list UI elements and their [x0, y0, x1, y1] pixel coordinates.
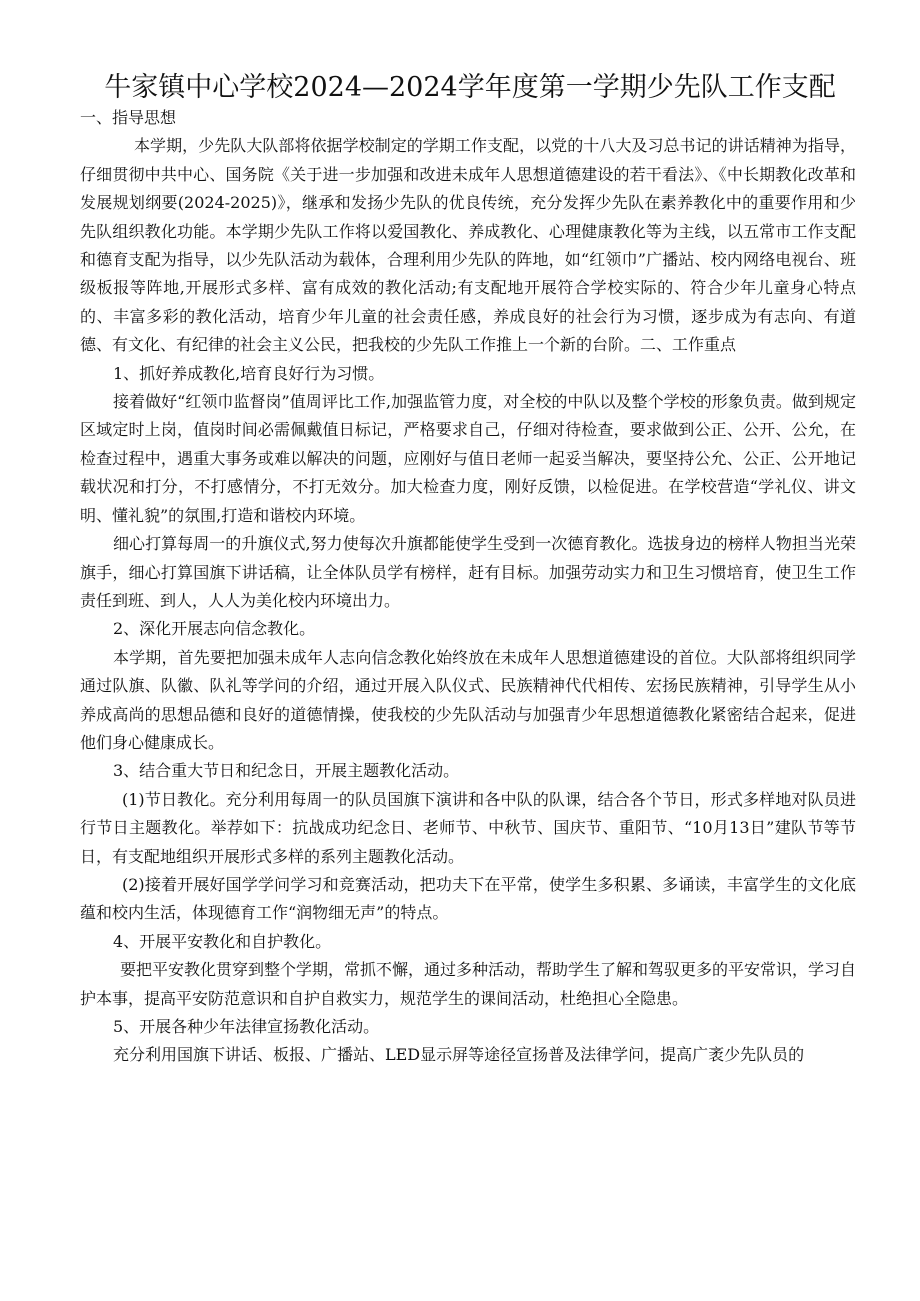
document-title: 牛家镇中心学校2024—2024学年度第一学期少先队工作支配	[104, 72, 836, 103]
document-body	[80, 104, 856, 1070]
paragraph-safety-education: 要把平安教化贯穿到整个学期，常抓不懈，通过多种活动，帮助学生了解和驾驭更多的平安常识，学习自护本事，提高平安防范意识和自护自救实力，规范学生的课间活动，杜绝担心全隐患。	[80, 960, 857, 1008]
item-heading-festival-education: 3、结合重大节日和纪念日，开展主题教化活动。	[113, 761, 460, 781]
paragraph-sinology-study: (2)接着开展好国学学问学习和竞赛活动，把功夫下在平常，使学生多积累、多诵读，丰富学生的文化底蕴和校内生活，体现德育工作“润物细无声”的特点。	[80, 874, 856, 923]
paragraph-festival-education: (1)节日教化。充分利用每周一的队员国旗下演讲和各中队的队课，结合各个节日，形式多样地对队员进行节日主题教化。举荐如下：抗战成功纪念日、老师节、中秋节、国庆节、重阳节、“10月13日”建队节等节日，有支配地组织开展形式多样的系列主题教化活动。	[80, 789, 856, 866]
item-heading-safety-education: 4、开展平安教化和自护教化。	[113, 931, 332, 951]
paragraph-guiding-ideology: 本学期，少先队大队部将依据学校制定的学期工作支配，以党的十八大及习总书记的讲话精神为指导，仔细贯彻中共中心、国务院《关于进一步加强和改进未成年人思想道德建设的若干看法》、《中长期教化改革和发展规划纲要(2024-2025)》，继承和发扬少先队的优良传统，充分发挥少先队在素养教化中的重要作用和少先队组织教化功能。本学期少先队工作将以爱国教化、养成教化、心理健康教化等为主线，以五常市工作支配和德育支配为指导，以少先队活动为载体，合理利用少先队的阵地，如“红领巾”广播站、校内网络电视台、班级板报等阵地,开展形式多样、富有成效的教化活动;有支配地开展符合学校实际的、符合少年儿童身心特点的、丰富多彩的教化活动，培育少年儿童的社会责任感，养成良好的社会行为习惯，逐步成为有志向、有道德、有文化、有纪律的社会主义公民，把我校的少先队工作推上一个新的台阶。二、工作重点	[80, 136, 856, 355]
section-heading-guiding-ideology: 一、指导思想	[80, 108, 177, 127]
paragraph-ideal-belief: 本学期，首先要把加强未成年人志向信念教化始终放在未成年人思想道德建设的首位。大队部将组织同学通过队旗、队徽、队礼等学问的介绍，通过开展入队仪式、民族精神代代相传、宏扬民族精神，引导学生从小养成高尚的思想品德和良好的道德情操，使我校的少先队活动与加强青少年思想道德教化紧密结合起来，促进他们身心健康成长。	[80, 647, 856, 752]
paragraph-supervision-post: 接着做好“红领巾监督岗”值周评比工作,加强监管力度，对全校的中队以及整个学校的形象负责。做到规定区域定时上岗，值岗时间必需佩戴值日标记，严格要求自己，仔细对待检查，要求做到公正、公开、公允，在检查过程中，遇重大事务或难以解决的问题，应刚好与值日老师一起妥当解决，要坚持公允、公正、公开地记载状况和打分，不打感情分，不打无效分。加大检查力度，刚好反馈，以检促进。在学校营造“学礼仪、讲文明、懂礼貌”的氛围,打造和谐校内环境。	[80, 392, 856, 525]
paragraph-flag-ceremony: 细心打算每周一的升旗仪式,努力使每次升旗都能使学生受到一次德育教化。选拔身边的榜样人物担当光荣旗手，细心打算国旗下讲话稿，让全体队员学有榜样，赶有目标。加强劳动实力和卫生习惯培育，使卫生工作责任到班、到人，人人为美化校内环境出力。	[80, 534, 856, 610]
item-heading-ideal-belief: 2、深化开展志向信念教化。	[113, 619, 316, 639]
item-heading-habit-education: 1、抓好养成教化,培育良好行为习惯。	[113, 363, 385, 383]
paragraph-legal-education: 充分利用国旗下讲话、板报、广播站、LED显示屏等途径宣扬普及法律学问，提高广袤少先队员的	[113, 1045, 805, 1065]
item-heading-legal-education: 5、开展各种少年法律宣扬教化活动。	[113, 1017, 380, 1036]
